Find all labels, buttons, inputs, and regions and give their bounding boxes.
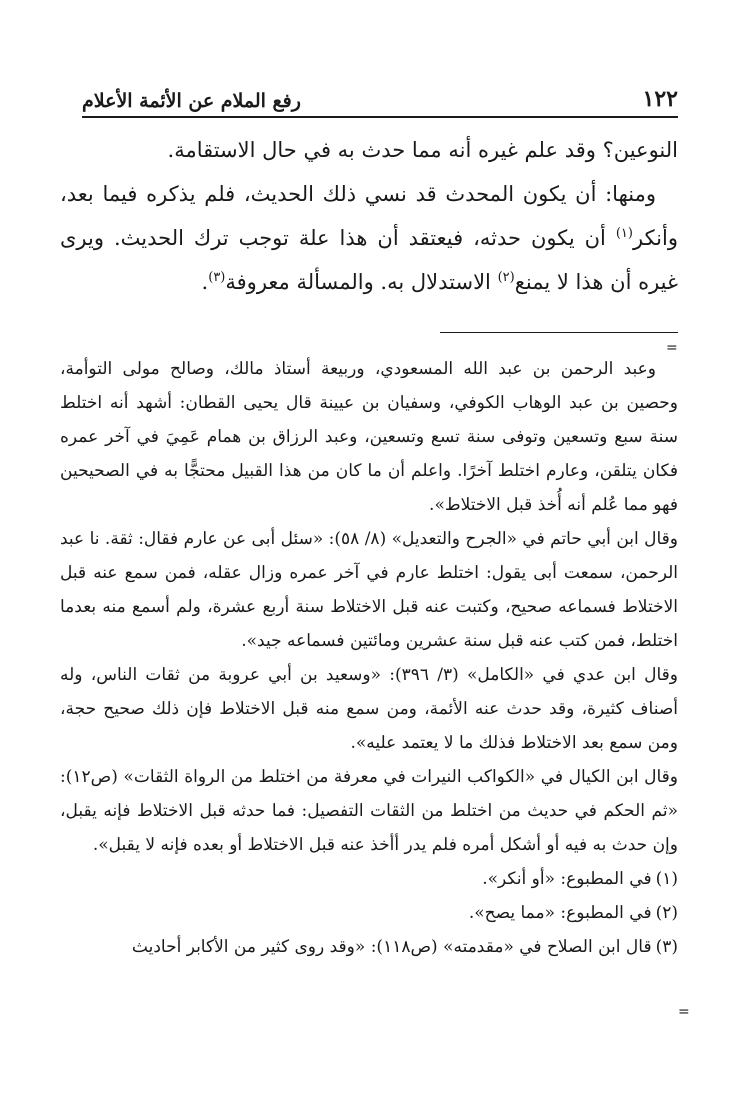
continuation-mark-bottom: = [678, 1004, 690, 1020]
footnote-2-marker: (٢) [655, 903, 678, 923]
main-paragraph-2-part-d: . [201, 270, 209, 294]
page-header [82, 82, 678, 118]
footnote-2 [60, 896, 678, 930]
footnote-3-text: قال ابن الصلاح في «مقدمته» (ص١١٨): «وقد روى كثير من الأكابر أحاديث [131, 937, 652, 957]
running-title: رفع الملام عن الأئمة الأعلام [82, 90, 301, 112]
continuation-mark-top: = [666, 340, 678, 356]
main-text [60, 128, 678, 304]
main-paragraph-2 [60, 172, 678, 304]
footnote-ref-3: (٣) [208, 270, 226, 285]
main-paragraph-2-part-b: أن يكون حدثه، فيعتقد أن هذا علة توجب ترك الحديث. ويرى غيره أن هذا لا يمنع [60, 226, 678, 294]
footnote-continued-paragraph-4: وقال ابن الكيال في «الكواكب النيرات في معرفة من اختلط من الرواة الثقات» (ص١٢): «ثم الحكم في حديث من اختلط من الثقات التفصيل: فما حدثه قبل الاختلاط فإنه يقبل، وإن حدث به فيه أو أشكل أمره فلم يدر أأخذ عنه قبل الاختلاط أو بعده فإنه لا يقبل». [60, 767, 678, 855]
main-paragraph-2-part-c: الاستدلال به. والمسألة معروفة [225, 270, 498, 294]
main-paragraph-2-part-a: ومنها: أن يكون المحدث قد نسي ذلك الحديث، فلم يذكره فيما بعد، وأنكر [60, 182, 678, 250]
footnote-continued-paragraph-1: وعبد الرحمن بن عبد الله المسعودي، وربيعة أستاذ مالك، وصالح مولى التوأمة، وحصين بن عبد الوهاب الكوفي، وسفيان بن عيينة قال يحيى القطان: أشهد أنه اختلط سنة سبع وتسعين وتوفى سنة تسع وتسعين، وعبد الرزاق بن همام عَمِيَ في آخر عمره فكان يتلقن، وعارم اختلط آخرًا. واعلم أن ما كان من هذا القبيل محتجًّا به في الصحيحين فهو مما عُلم أنه أُخذ قبل الاختلاط». [60, 359, 678, 515]
footnote-2-text: في المطبوع: «مما يصح». [468, 903, 652, 923]
footnote-continued-paragraph-2: وقال ابن أبي حاتم في «الجرح والتعديل» (٨/ ٥٨): «سئل أبى عن عارم فقال: ثقة. نا عبد الرحمن، سمعت أبى يقول: اختلط عارم في آخر عمره وزال عقله، فمن سمع عنه قبل الاختلاط فسماعه صحيح، وكتبت عنه قبل الاختلاط سنة أربع عشرة، ولم أسمع منه بعدما اختلط، فمن كتب عنه قبل سنة عشرين ومائتين فسماعه جيد». [60, 529, 678, 651]
footnote-3-marker: (٣) [655, 937, 678, 957]
footnote-3 [60, 930, 678, 964]
footnote-1-text: في المطبوع: «أو أنكر». [482, 869, 652, 889]
page-number: ١٢٢ [642, 86, 678, 112]
footnote-ref-1: (١) [615, 226, 633, 241]
main-paragraph-1: النوعين؟ وقد علم غيره أنه مما حدث به في حال الاستقامة. [167, 138, 678, 162]
footnote-1 [60, 862, 678, 896]
footnote-1-marker: (١) [655, 869, 678, 889]
footnote-continued-paragraph-3: وقال ابن عدي في «الكامل» (٣/ ٣٩٦): «وسعيد بن أبي عروبة من ثقات الناس، وله أصناف كثيرة، وقد حدث عنه الأئمة، ومن سمع منه قبل الاختلاط فإن ذلك صحيح حجة، ومن سمع بعد الاختلاط فذلك ما لا يعتمد عليه». [60, 665, 678, 753]
footnote-separator [440, 332, 678, 333]
footnote-ref-2: (٢) [497, 270, 515, 285]
footnotes-section [60, 352, 678, 964]
